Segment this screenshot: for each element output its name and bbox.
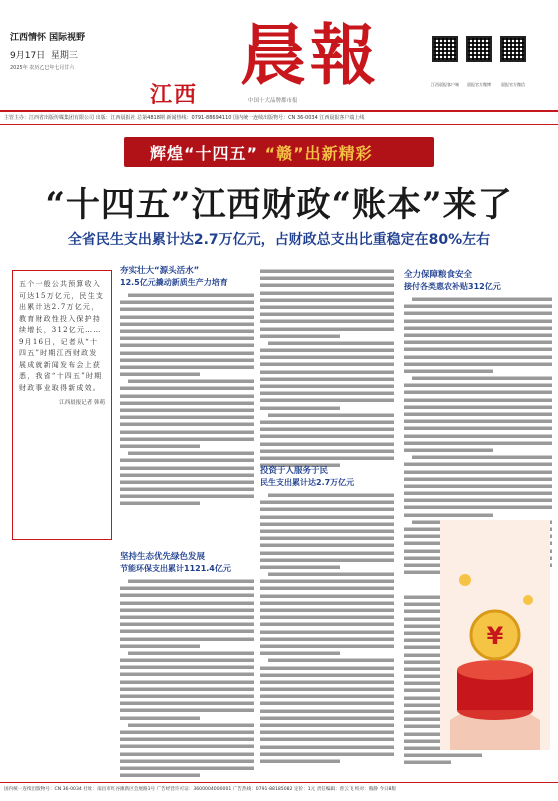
info-rule (0, 124, 558, 125)
body-text (260, 268, 394, 469)
qr-label: 江西晨报客户端 (431, 82, 459, 87)
sub-headline: 全省民生支出累计达2.7万亿元，占财政总支出比重稳定在80%左右 (67, 232, 491, 248)
qr-code-icon (466, 36, 492, 62)
qr-code-wechat[interactable] (500, 36, 526, 62)
footer-rule (0, 782, 558, 783)
qr-label: 晨报官方微信 (501, 82, 525, 87)
small-coin-icon (459, 574, 471, 586)
lunar-date: 2025年 农历乙巳年七月廿六 (10, 65, 75, 71)
lead-text: 五个一般公共预算收入可达15万亿元，民生支出累计达2.7万亿元，教育财政性投入保护持续增长，312亿元……9月16日，记者从“十四五”时期江西财政发展成就新闻发布会上获悉，我省“十四五”时期财政事业取得新成效。 (19, 280, 105, 392)
brand-line: 江西情怀 国际视野 (10, 33, 86, 43)
small-coin-icon (523, 595, 533, 605)
section-subtitle: 接付各类惠农补贴312亿元 (404, 282, 501, 291)
section-subtitle: 12.5亿元撬动新质生产力培育 (120, 278, 228, 287)
region-name: 江西 (150, 82, 199, 108)
paper-logo: 晨報 (240, 16, 380, 94)
lead-box (12, 270, 112, 540)
qr-code-app[interactable] (432, 36, 458, 62)
body-text (120, 292, 254, 507)
publisher-info-bar: 主管主办：江西省出版传媒集团有限公司 出版：江西晨报社 总第4818期 新闻热线：0791-88694110 国内统一连续出版物号：CN 36-0034 江西晨报客户端上线 (4, 115, 365, 121)
banner-text: 辉煌“十四五” “赣”出新精彩 (150, 144, 373, 163)
issue-date: 9月17日 星期三 (10, 51, 78, 61)
article-column-2 (260, 264, 394, 469)
main-headline: “十四五”江西财政“账本”来了 (45, 185, 513, 225)
section-subtitle: 节能环保支出累计1121.4亿元 (120, 564, 231, 573)
byline: 江西晨报记者 韩萌 (59, 400, 105, 406)
paper-slogan: 中国十大品牌都市报 (248, 98, 298, 104)
qr-code-icon (432, 36, 458, 62)
article-section-livelihood (260, 466, 394, 765)
section-title: 坚持生态优先绿色发展 (120, 552, 206, 562)
section-subtitle: 民生支出累计达2.7万亿元 (260, 478, 355, 487)
coin-stack-illustration (440, 520, 550, 750)
body-text (120, 578, 254, 779)
qr-code-icon (500, 36, 526, 62)
footer-info: 国内统一连续出版物号：CN 36-0034 社址：南昌市红谷滩新区会展路1号 广告经营许可证：3600004000001 广告热线：0791-88185082 定价：1元 责任编辑：曾云飞 校对：熊静 今日8版 (4, 787, 397, 792)
section-title: 投资于人服务于民 (260, 466, 329, 476)
article-section-innovation (120, 266, 254, 508)
masthead-rule (0, 110, 558, 112)
qr-label: 晨报官方微博 (467, 82, 491, 87)
coin-top (457, 660, 533, 680)
article-section-ecology (120, 552, 254, 779)
body-text (260, 492, 394, 765)
yuan-icon: ¥ (486, 622, 504, 650)
section-title: 全力保障粮食安全 (404, 270, 473, 280)
qr-code-weibo[interactable] (466, 36, 492, 62)
masthead-left (10, 30, 130, 71)
section-title: 夯实壮大“源头活水” (120, 266, 200, 276)
